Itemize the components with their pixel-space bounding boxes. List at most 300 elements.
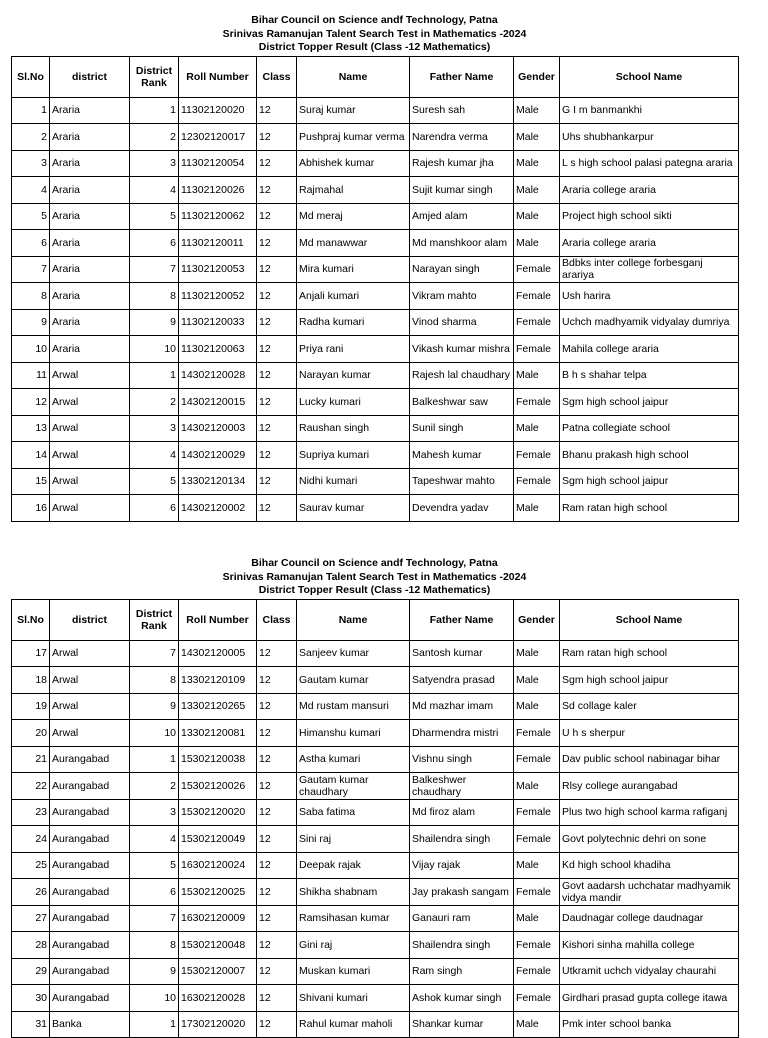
cell-father-name: Vinod sharma (410, 309, 514, 336)
cell-name: Md rustam mansuri (297, 693, 410, 720)
cell-gender: Female (514, 256, 560, 283)
table-row (12, 336, 739, 363)
cell-sl-no: 6 (12, 230, 50, 257)
cell-name: Rahul kumar maholi (297, 1011, 410, 1038)
cell-sl-no: 26 (12, 879, 50, 906)
cell-class: 12 (257, 230, 297, 257)
cell-class: 12 (257, 958, 297, 985)
cell-class: 12 (257, 415, 297, 442)
cell-father-name: Vishnu singh (410, 746, 514, 773)
cell-gender: Male (514, 773, 560, 800)
cell-roll-number: 11302120052 (179, 283, 257, 310)
heading-line-3: District Topper Result (Class -12 Mathematics) (11, 584, 738, 598)
cell-class: 12 (257, 720, 297, 747)
cell-district-rank: 10 (130, 985, 179, 1012)
cell-district: Arwal (50, 442, 130, 469)
cell-school-name: Mahila college araria (560, 336, 739, 363)
cell-district: Banka (50, 1011, 130, 1038)
table-row (12, 256, 739, 283)
column-header-school-name: School Name (560, 56, 739, 97)
table-row (12, 667, 739, 694)
cell-father-name: Jay prakash sangam (410, 879, 514, 906)
heading-line-2: Srinivas Ramanujan Talent Search Test in Mathematics -2024 (11, 571, 738, 585)
cell-sl-no: 4 (12, 177, 50, 204)
cell-gender: Female (514, 283, 560, 310)
cell-class: 12 (257, 283, 297, 310)
page-heading (11, 557, 738, 598)
cell-district: Arwal (50, 415, 130, 442)
cell-class: 12 (257, 640, 297, 667)
column-header-district-rank: District Rank (130, 56, 179, 97)
cell-district: Araria (50, 336, 130, 363)
cell-roll-number: 15302120007 (179, 958, 257, 985)
cell-school-name: Dav public school nabinagar bihar (560, 746, 739, 773)
cell-district-rank: 8 (130, 283, 179, 310)
cell-father-name: Dharmendra mistri (410, 720, 514, 747)
cell-class: 12 (257, 177, 297, 204)
cell-gender: Female (514, 826, 560, 853)
cell-name: Astha kumari (297, 746, 410, 773)
cell-school-name: Ush harira (560, 283, 739, 310)
cell-roll-number: 14302120015 (179, 389, 257, 416)
cell-class: 12 (257, 693, 297, 720)
table-row (12, 720, 739, 747)
cell-father-name: Shailendra singh (410, 826, 514, 853)
cell-class: 12 (257, 905, 297, 932)
heading-line-3: District Topper Result (Class -12 Mathematics) (11, 41, 738, 55)
cell-name: Shivani kumari (297, 985, 410, 1012)
cell-school-name: Bhanu prakash high school (560, 442, 739, 469)
cell-sl-no: 12 (12, 389, 50, 416)
column-header-roll-number: Roll Number (179, 56, 257, 97)
page-heading (11, 14, 738, 55)
cell-district: Arwal (50, 468, 130, 495)
table-row (12, 985, 739, 1012)
cell-district-rank: 4 (130, 177, 179, 204)
cell-name: Priya rani (297, 336, 410, 363)
cell-roll-number: 15302120025 (179, 879, 257, 906)
cell-gender: Female (514, 442, 560, 469)
cell-gender: Female (514, 720, 560, 747)
cell-district-rank: 10 (130, 720, 179, 747)
table-row (12, 97, 739, 124)
cell-sl-no: 31 (12, 1011, 50, 1038)
cell-roll-number: 14302120028 (179, 362, 257, 389)
table-row (12, 640, 739, 667)
column-header-school-name: School Name (560, 599, 739, 640)
cell-district-rank: 9 (130, 693, 179, 720)
table-row (12, 905, 739, 932)
cell-district-rank: 2 (130, 773, 179, 800)
table-row (12, 958, 739, 985)
cell-gender: Female (514, 879, 560, 906)
cell-father-name: Ram singh (410, 958, 514, 985)
cell-district: Araria (50, 97, 130, 124)
table-row (12, 389, 739, 416)
cell-roll-number: 17302120020 (179, 1011, 257, 1038)
table-row (12, 124, 739, 151)
cell-name: Md meraj (297, 203, 410, 230)
heading-line-1: Bihar Council on Science andf Technology, Patna (11, 557, 738, 571)
cell-school-name: Girdhari prasad gupta college itawa (560, 985, 739, 1012)
column-header-father-name: Father Name (410, 599, 514, 640)
cell-roll-number: 11302120026 (179, 177, 257, 204)
cell-district: Araria (50, 256, 130, 283)
cell-district: Araria (50, 230, 130, 257)
cell-father-name: Vijay rajak (410, 852, 514, 879)
column-header-district-rank: District Rank (130, 599, 179, 640)
cell-father-name: Santosh kumar (410, 640, 514, 667)
cell-gender: Female (514, 309, 560, 336)
cell-name: Saurav kumar (297, 495, 410, 522)
cell-district-rank: 4 (130, 826, 179, 853)
cell-class: 12 (257, 124, 297, 151)
cell-class: 12 (257, 203, 297, 230)
cell-sl-no: 1 (12, 97, 50, 124)
cell-sl-no: 2 (12, 124, 50, 151)
cell-district-rank: 1 (130, 362, 179, 389)
table-row (12, 773, 739, 800)
cell-name: Narayan kumar (297, 362, 410, 389)
topper-table-2 (11, 599, 739, 1038)
cell-roll-number: 13302120109 (179, 667, 257, 694)
cell-class: 12 (257, 442, 297, 469)
cell-gender: Female (514, 932, 560, 959)
cell-father-name: Rajesh lal chaudhary (410, 362, 514, 389)
cell-district-rank: 2 (130, 124, 179, 151)
cell-sl-no: 16 (12, 495, 50, 522)
cell-district-rank: 5 (130, 468, 179, 495)
cell-name: Himanshu kumari (297, 720, 410, 747)
cell-district: Aurangabad (50, 852, 130, 879)
cell-class: 12 (257, 256, 297, 283)
cell-district-rank: 7 (130, 256, 179, 283)
cell-sl-no: 11 (12, 362, 50, 389)
cell-name: Shikha shabnam (297, 879, 410, 906)
topper-table-1 (11, 56, 739, 522)
cell-district: Arwal (50, 495, 130, 522)
table-row (12, 693, 739, 720)
cell-class: 12 (257, 97, 297, 124)
cell-district-rank: 1 (130, 746, 179, 773)
cell-roll-number: 16302120009 (179, 905, 257, 932)
cell-father-name: Shailendra singh (410, 932, 514, 959)
cell-roll-number: 15302120026 (179, 773, 257, 800)
cell-school-name: Govt polytechnic dehri on sone (560, 826, 739, 853)
cell-class: 12 (257, 932, 297, 959)
column-header-roll-number: Roll Number (179, 599, 257, 640)
cell-name: Pushpraj kumar verma (297, 124, 410, 151)
cell-name: Gautam kumar (297, 667, 410, 694)
cell-school-name: Araria college araria (560, 230, 739, 257)
cell-class: 12 (257, 495, 297, 522)
cell-gender: Male (514, 693, 560, 720)
cell-school-name: Daudnagar college daudnagar (560, 905, 739, 932)
cell-gender: Male (514, 97, 560, 124)
cell-sl-no: 15 (12, 468, 50, 495)
cell-school-name: G I m banmankhi (560, 97, 739, 124)
cell-school-name: Uchch madhyamik vidyalay dumriya (560, 309, 739, 336)
cell-district: Arwal (50, 640, 130, 667)
cell-school-name: Kishori sinha mahilla college (560, 932, 739, 959)
cell-district: Aurangabad (50, 958, 130, 985)
cell-sl-no: 29 (12, 958, 50, 985)
cell-class: 12 (257, 667, 297, 694)
cell-name: Suraj kumar (297, 97, 410, 124)
cell-father-name: Mahesh kumar (410, 442, 514, 469)
cell-roll-number: 15302120020 (179, 799, 257, 826)
cell-roll-number: 11302120020 (179, 97, 257, 124)
cell-district: Aurangabad (50, 799, 130, 826)
cell-district: Arwal (50, 362, 130, 389)
table-row (12, 826, 739, 853)
cell-father-name: Ganauri ram (410, 905, 514, 932)
cell-district-rank: 3 (130, 799, 179, 826)
table-row (12, 230, 739, 257)
cell-gender: Male (514, 150, 560, 177)
cell-class: 12 (257, 773, 297, 800)
table-row (12, 150, 739, 177)
cell-class: 12 (257, 150, 297, 177)
cell-name: Md manawwar (297, 230, 410, 257)
cell-gender: Female (514, 389, 560, 416)
cell-roll-number: 11302120062 (179, 203, 257, 230)
cell-father-name: Md manshkoor alam (410, 230, 514, 257)
table-row (12, 415, 739, 442)
cell-name: Anjali kumari (297, 283, 410, 310)
cell-school-name: Rlsy college aurangabad (560, 773, 739, 800)
cell-school-name: Ram ratan high school (560, 640, 739, 667)
cell-district: Araria (50, 177, 130, 204)
cell-name: Supriya kumari (297, 442, 410, 469)
cell-district: Araria (50, 283, 130, 310)
cell-class: 12 (257, 468, 297, 495)
cell-school-name: Patna collegiate school (560, 415, 739, 442)
cell-class: 12 (257, 879, 297, 906)
cell-gender: Female (514, 468, 560, 495)
cell-father-name: Amjed alam (410, 203, 514, 230)
heading-line-1: Bihar Council on Science andf Technology, Patna (11, 14, 738, 28)
cell-father-name: Vikash kumar mishra (410, 336, 514, 363)
cell-gender: Male (514, 124, 560, 151)
cell-district: Aurangabad (50, 746, 130, 773)
cell-gender: Female (514, 985, 560, 1012)
cell-school-name: L s high school palasi pategna araria (560, 150, 739, 177)
cell-district: Aurangabad (50, 905, 130, 932)
cell-roll-number: 16302120028 (179, 985, 257, 1012)
cell-school-name: Utkramit uchch vidyalay chaurahi (560, 958, 739, 985)
column-header-name: Name (297, 599, 410, 640)
cell-sl-no: 18 (12, 667, 50, 694)
cell-sl-no: 24 (12, 826, 50, 853)
column-header-father-name: Father Name (410, 56, 514, 97)
cell-class: 12 (257, 362, 297, 389)
cell-roll-number: 11302120033 (179, 309, 257, 336)
cell-district-rank: 6 (130, 495, 179, 522)
table-row (12, 1011, 739, 1038)
cell-sl-no: 19 (12, 693, 50, 720)
cell-district: Araria (50, 203, 130, 230)
cell-gender: Male (514, 177, 560, 204)
cell-gender: Female (514, 746, 560, 773)
cell-father-name: Suresh sah (410, 97, 514, 124)
cell-district-rank: 3 (130, 415, 179, 442)
cell-district-rank: 2 (130, 389, 179, 416)
cell-school-name: Sgm high school jaipur (560, 667, 739, 694)
cell-sl-no: 30 (12, 985, 50, 1012)
cell-district-rank: 8 (130, 667, 179, 694)
table-row (12, 309, 739, 336)
cell-gender: Male (514, 203, 560, 230)
cell-roll-number: 11302120053 (179, 256, 257, 283)
column-header-sl-no: Sl.No (12, 56, 50, 97)
cell-school-name: Sgm high school jaipur (560, 468, 739, 495)
cell-roll-number: 16302120024 (179, 852, 257, 879)
column-header-name: Name (297, 56, 410, 97)
result-page-2 (11, 557, 738, 1038)
cell-gender: Male (514, 1011, 560, 1038)
column-header-gender: Gender (514, 599, 560, 640)
cell-district-rank: 6 (130, 230, 179, 257)
cell-sl-no: 14 (12, 442, 50, 469)
cell-school-name: Araria college araria (560, 177, 739, 204)
cell-district: Arwal (50, 389, 130, 416)
cell-school-name: B h s shahar telpa (560, 362, 739, 389)
cell-name: Saba fatima (297, 799, 410, 826)
column-header-district: district (50, 56, 130, 97)
cell-district: Aurangabad (50, 985, 130, 1012)
cell-father-name: Balkeshwar saw (410, 389, 514, 416)
cell-gender: Male (514, 667, 560, 694)
cell-sl-no: 22 (12, 773, 50, 800)
table-row (12, 852, 739, 879)
cell-gender: Male (514, 852, 560, 879)
cell-name: Rajmahal (297, 177, 410, 204)
cell-district-rank: 7 (130, 905, 179, 932)
table-row (12, 203, 739, 230)
cell-roll-number: 11302120063 (179, 336, 257, 363)
cell-school-name: Uhs shubhankarpur (560, 124, 739, 151)
cell-name: Mira kumari (297, 256, 410, 283)
cell-sl-no: 27 (12, 905, 50, 932)
cell-father-name: Sunil singh (410, 415, 514, 442)
result-page-1 (11, 14, 738, 522)
cell-district: Arwal (50, 667, 130, 694)
cell-district: Arwal (50, 693, 130, 720)
cell-name: Gini raj (297, 932, 410, 959)
cell-district-rank: 4 (130, 442, 179, 469)
cell-sl-no: 13 (12, 415, 50, 442)
table-row (12, 495, 739, 522)
cell-roll-number: 14302120002 (179, 495, 257, 522)
cell-class: 12 (257, 826, 297, 853)
table-row (12, 283, 739, 310)
cell-father-name: Devendra yadav (410, 495, 514, 522)
cell-district-rank: 5 (130, 852, 179, 879)
cell-district: Araria (50, 124, 130, 151)
cell-class: 12 (257, 985, 297, 1012)
cell-sl-no: 7 (12, 256, 50, 283)
cell-school-name: Plus two high school karma rafiganj (560, 799, 739, 826)
cell-gender: Male (514, 905, 560, 932)
cell-gender: Female (514, 958, 560, 985)
cell-father-name: Rajesh kumar jha (410, 150, 514, 177)
cell-sl-no: 25 (12, 852, 50, 879)
cell-school-name: Bdbks inter college forbesganj arariya (560, 256, 739, 283)
cell-father-name: Md mazhar imam (410, 693, 514, 720)
cell-school-name: Sd collage kaler (560, 693, 739, 720)
cell-district-rank: 9 (130, 958, 179, 985)
cell-roll-number: 11302120011 (179, 230, 257, 257)
cell-father-name: Tapeshwar mahto (410, 468, 514, 495)
cell-roll-number: 12302120017 (179, 124, 257, 151)
cell-district-rank: 1 (130, 97, 179, 124)
cell-father-name: Narendra verma (410, 124, 514, 151)
cell-school-name: Ram ratan high school (560, 495, 739, 522)
cell-district: Aurangabad (50, 826, 130, 853)
cell-district-rank: 6 (130, 879, 179, 906)
cell-roll-number: 14302120003 (179, 415, 257, 442)
cell-sl-no: 5 (12, 203, 50, 230)
column-header-district: district (50, 599, 130, 640)
cell-sl-no: 28 (12, 932, 50, 959)
cell-roll-number: 15302120049 (179, 826, 257, 853)
cell-roll-number: 14302120005 (179, 640, 257, 667)
cell-district-rank: 7 (130, 640, 179, 667)
cell-roll-number: 15302120048 (179, 932, 257, 959)
column-header-gender: Gender (514, 56, 560, 97)
cell-gender: Male (514, 495, 560, 522)
cell-school-name: Kd high school khadiha (560, 852, 739, 879)
table-header-row (12, 599, 739, 640)
cell-father-name: Md firoz alam (410, 799, 514, 826)
table-row (12, 468, 739, 495)
cell-roll-number: 14302120029 (179, 442, 257, 469)
cell-roll-number: 15302120038 (179, 746, 257, 773)
cell-roll-number: 13302120265 (179, 693, 257, 720)
cell-father-name: Ashok kumar singh (410, 985, 514, 1012)
cell-district-rank: 5 (130, 203, 179, 230)
column-header-class: Class (257, 56, 297, 97)
cell-school-name: U h s sherpur (560, 720, 739, 747)
cell-district-rank: 10 (130, 336, 179, 363)
cell-gender: Male (514, 640, 560, 667)
table-row (12, 746, 739, 773)
cell-gender: Male (514, 415, 560, 442)
table-row (12, 177, 739, 204)
cell-father-name: Vikram mahto (410, 283, 514, 310)
cell-class: 12 (257, 852, 297, 879)
cell-gender: Female (514, 336, 560, 363)
heading-line-2: Srinivas Ramanujan Talent Search Test in Mathematics -2024 (11, 28, 738, 42)
cell-father-name: Sujit kumar singh (410, 177, 514, 204)
cell-roll-number: 13302120134 (179, 468, 257, 495)
table-row (12, 932, 739, 959)
cell-district: Aurangabad (50, 932, 130, 959)
cell-school-name: Govt aadarsh uchchatar madhyamik vidya mandir (560, 879, 739, 906)
cell-sl-no: 23 (12, 799, 50, 826)
cell-district-rank: 1 (130, 1011, 179, 1038)
cell-school-name: Pmk inter school banka (560, 1011, 739, 1038)
cell-roll-number: 13302120081 (179, 720, 257, 747)
column-header-sl-no: Sl.No (12, 599, 50, 640)
table-row (12, 442, 739, 469)
cell-school-name: Sgm high school jaipur (560, 389, 739, 416)
cell-district: Aurangabad (50, 879, 130, 906)
cell-class: 12 (257, 1011, 297, 1038)
cell-name: Muskan kumari (297, 958, 410, 985)
cell-father-name: Satyendra prasad (410, 667, 514, 694)
